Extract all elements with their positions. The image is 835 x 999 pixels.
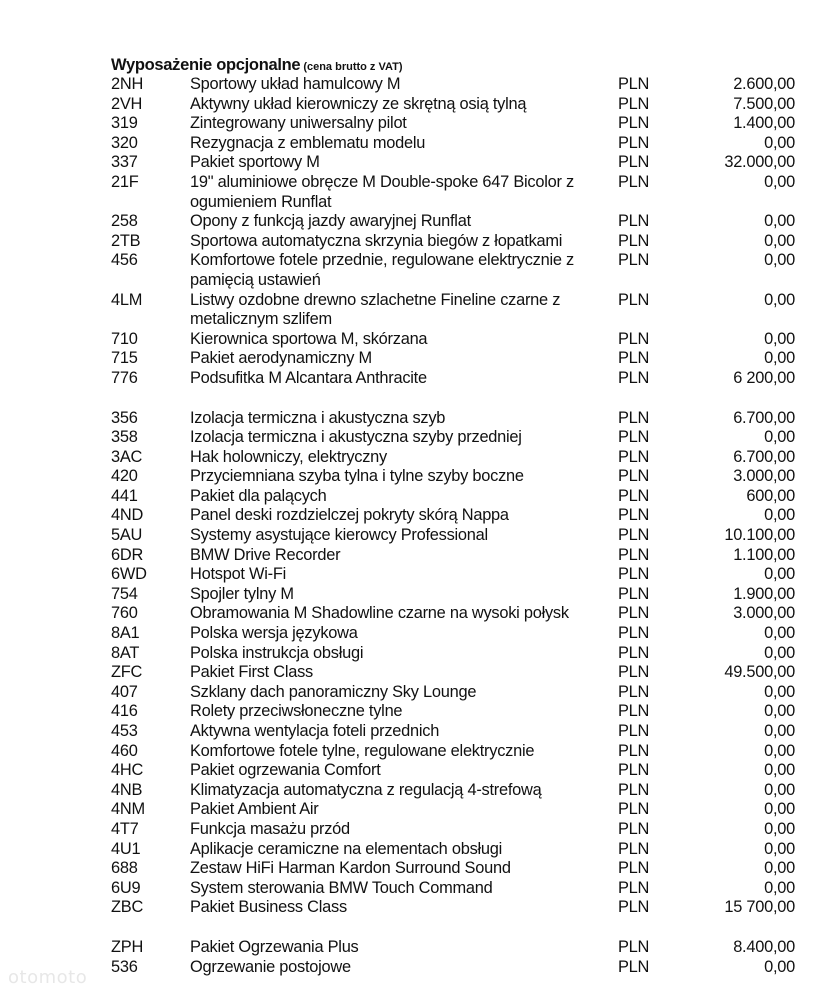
option-code: 4HC [111, 761, 144, 780]
option-currency: PLN [618, 819, 650, 838]
option-price: 0,00 [764, 859, 795, 878]
option-currency: PLN [618, 349, 650, 368]
option-currency: PLN [618, 506, 650, 525]
option-row [111, 95, 801, 115]
option-row [111, 409, 801, 429]
option-row [111, 958, 801, 978]
option-currency: PLN [618, 584, 650, 603]
option-description: Funkcja masażu przód [190, 819, 350, 838]
option-description: Komfortowe fotele przednie, regulowane elektrycznie z pamięcią ustawień [190, 251, 574, 289]
option-row [111, 212, 801, 232]
option-code: 6U9 [111, 878, 141, 897]
option-code: 4T7 [111, 819, 139, 838]
option-price: 0,00 [764, 741, 795, 760]
option-code: 407 [111, 682, 138, 701]
option-description: Hotspot Wi-Fi [190, 565, 287, 584]
option-price: 600,00 [746, 486, 795, 505]
option-price: 0,00 [764, 800, 795, 819]
option-row [111, 291, 801, 330]
option-price: 0,00 [764, 780, 795, 799]
option-description: Pakiet Ambient Air [190, 800, 319, 819]
option-code: 8A1 [111, 624, 140, 643]
section-subtitle: (cena brutto z VAT) [303, 61, 403, 73]
option-price: 0,00 [764, 682, 795, 701]
option-row [111, 428, 801, 448]
option-row [111, 879, 801, 899]
option-code: 6WD [111, 565, 147, 584]
option-description: Izolacja termiczna i akustyczna szyby przedniej [190, 428, 522, 447]
option-description: Sportowy układ hamulcowy M [190, 75, 401, 93]
option-code: 456 [111, 251, 138, 270]
option-price: 0,00 [764, 643, 795, 662]
option-price: 0,00 [764, 565, 795, 584]
option-price: 0,00 [764, 251, 795, 270]
option-row [111, 349, 801, 369]
option-price: 0,00 [764, 172, 795, 191]
option-code: 4U1 [111, 839, 141, 858]
option-description: Panel deski rozdzielczej pokryty skórą Nappa [190, 506, 509, 525]
option-description: Kierownica sportowa M, skórzana [190, 329, 428, 348]
option-currency: PLN [618, 957, 650, 976]
option-currency: PLN [618, 114, 650, 133]
option-row [111, 840, 801, 860]
option-currency: PLN [618, 702, 650, 721]
option-description: Przyciemniana szyba tylna i tylne szyby boczne [190, 467, 524, 486]
options-list [111, 75, 801, 977]
option-row [111, 604, 801, 624]
option-description: Sportowa automatyczna skrzynia biegów z łopatkami [190, 231, 563, 250]
option-description: 19" aluminiowe obręcze M Double-spoke 647 Bicolor z ogumieniem Runflat [190, 172, 574, 211]
option-description: Zestaw HiFi Harman Kardon Surround Sound [190, 859, 511, 878]
option-currency: PLN [618, 75, 650, 93]
options-document [111, 55, 801, 977]
option-description: Systemy asystujące kierowcy Professional [190, 526, 488, 545]
option-row [111, 859, 801, 879]
option-row [111, 742, 801, 762]
option-row [111, 134, 801, 154]
option-currency: PLN [618, 94, 650, 113]
option-description: Pakiet Business Class [190, 898, 347, 917]
option-description: Podsufitka M Alcantara Anthracite [190, 368, 427, 387]
option-description: Polska wersja językowa [190, 624, 358, 643]
section-title: Wyposażenie opcjonalne [111, 56, 301, 74]
option-row [111, 526, 801, 546]
option-price: 7.500,00 [733, 94, 795, 113]
option-code: 356 [111, 408, 138, 427]
option-description: Klimatyzacja automatyczna z regulacją 4-strefową [190, 780, 542, 799]
option-description: Opony z funkcją jazdy awaryjnej Runflat [190, 212, 471, 231]
option-row [111, 938, 801, 958]
option-price: 0,00 [764, 702, 795, 721]
option-price: 0,00 [764, 819, 795, 838]
option-currency: PLN [618, 839, 650, 858]
option-code: 441 [111, 486, 138, 505]
option-row [111, 702, 801, 722]
option-code: 4NM [111, 800, 145, 819]
option-description: Pakiet aerodynamiczny M [190, 349, 372, 368]
option-currency: PLN [618, 172, 650, 191]
option-code: 715 [111, 349, 138, 368]
option-price: 0,00 [764, 329, 795, 348]
option-currency: PLN [618, 251, 650, 270]
option-currency: PLN [618, 212, 650, 231]
option-currency: PLN [618, 428, 650, 447]
section-header [111, 55, 801, 75]
option-row [111, 487, 801, 507]
option-row [111, 585, 801, 605]
option-currency: PLN [618, 526, 650, 545]
option-description: Rolety przeciwsłoneczne tylne [190, 702, 403, 721]
option-price: 1.400,00 [733, 114, 795, 133]
option-description: Szklany dach panoramiczny Sky Lounge [190, 682, 477, 701]
option-code: 460 [111, 741, 138, 760]
option-code: 776 [111, 368, 138, 387]
option-code: ZFC [111, 663, 143, 682]
option-currency: PLN [618, 800, 650, 819]
option-code: 337 [111, 153, 138, 172]
option-currency: PLN [618, 408, 650, 427]
option-code: 258 [111, 212, 138, 231]
option-row [111, 800, 801, 820]
option-price: 3.000,00 [733, 604, 795, 623]
option-code: 4LM [111, 290, 143, 309]
option-currency: PLN [618, 486, 650, 505]
option-code: 2VH [111, 94, 143, 113]
option-price: 0,00 [764, 722, 795, 740]
option-description: Pakiet dla palących [190, 486, 327, 505]
option-description: Rezygnacja z emblematu modelu [190, 133, 426, 152]
option-currency: PLN [618, 663, 650, 682]
option-currency: PLN [618, 329, 650, 348]
option-currency: PLN [618, 780, 650, 799]
option-price: 0,00 [764, 878, 795, 897]
option-description: Hak holowniczy, elektryczny [190, 447, 387, 466]
option-currency: PLN [618, 624, 650, 643]
option-currency: PLN [618, 898, 650, 917]
option-price: 0,00 [764, 212, 795, 231]
option-row [111, 369, 801, 389]
option-price: 0,00 [764, 231, 795, 250]
option-description: Obramowania M Shadowline czarne na wysoki połysk [190, 604, 569, 623]
option-currency: PLN [618, 604, 650, 623]
option-description: Komfortowe fotele tylne, regulowane elektrycznie [190, 741, 535, 760]
watermark-text: otomoto [8, 967, 88, 988]
option-currency: PLN [618, 761, 650, 780]
option-code: 4NB [111, 780, 143, 799]
option-price: 49.500,00 [724, 663, 795, 682]
option-row [111, 251, 801, 290]
option-description: Pakiet sportowy M [190, 153, 320, 172]
option-code: 21F [111, 172, 139, 191]
option-description: Aplikacje ceramiczne na elementach obsługi [190, 839, 503, 858]
option-description: BMW Drive Recorder [190, 545, 341, 564]
option-row [111, 820, 801, 840]
option-description: Polska instrukcja obsługi [190, 643, 364, 662]
option-row [111, 781, 801, 801]
option-row [111, 624, 801, 644]
option-row [111, 114, 801, 134]
option-code: 320 [111, 133, 138, 152]
option-row [111, 761, 801, 781]
option-code: 3AC [111, 447, 143, 466]
option-currency: PLN [618, 290, 650, 309]
option-currency: PLN [618, 565, 650, 584]
option-price: 15 700,00 [724, 898, 795, 917]
option-row [111, 330, 801, 350]
option-row [111, 663, 801, 683]
option-row [111, 173, 801, 212]
option-price: 0,00 [764, 290, 795, 309]
option-description: Spojler tylny M [190, 584, 294, 603]
option-price: 1.900,00 [733, 584, 795, 603]
option-price: 0,00 [764, 349, 795, 368]
option-description: Listwy ozdobne drewno szlachetne Fineline czarne z metalicznym szlifem [190, 290, 561, 329]
option-price: 6.700,00 [733, 447, 795, 466]
option-currency: PLN [618, 937, 650, 956]
option-description: Pakiet ogrzewania Comfort [190, 761, 381, 780]
option-row [111, 546, 801, 566]
option-row [111, 644, 801, 664]
option-code: 760 [111, 604, 138, 623]
option-price: 0,00 [764, 957, 795, 976]
option-description: System sterowania BMW Touch Command [190, 878, 493, 897]
option-description: Pakiet First Class [190, 663, 314, 682]
option-code: 688 [111, 859, 138, 878]
option-code: 2TB [111, 231, 141, 250]
option-description: Zintegrowany uniwersalny pilot [190, 114, 407, 133]
option-currency: PLN [618, 682, 650, 701]
option-currency: PLN [618, 859, 650, 878]
option-price: 0,00 [764, 624, 795, 643]
option-code: 319 [111, 114, 138, 133]
option-currency: PLN [618, 545, 650, 564]
option-row [111, 898, 801, 918]
option-code: 8AT [111, 643, 140, 662]
option-price: 0,00 [764, 133, 795, 152]
option-row [111, 153, 801, 173]
option-description: Aktywna wentylacja foteli przednich [190, 722, 440, 740]
option-code: 420 [111, 467, 138, 486]
option-code: 6DR [111, 545, 144, 564]
option-price: 32.000,00 [724, 153, 795, 172]
option-row [111, 565, 801, 585]
option-currency: PLN [618, 231, 650, 250]
option-row [111, 722, 801, 742]
option-row [111, 506, 801, 526]
option-code: 416 [111, 702, 138, 721]
option-price: 1.100,00 [733, 545, 795, 564]
option-price: 3.000,00 [733, 467, 795, 486]
option-price: 0,00 [764, 428, 795, 447]
option-code: 453 [111, 722, 138, 740]
option-description: Ogrzewanie postojowe [190, 957, 351, 976]
option-code: ZPH [111, 937, 144, 956]
option-price: 0,00 [764, 506, 795, 525]
option-currency: PLN [618, 368, 650, 387]
option-code: 536 [111, 957, 138, 976]
option-code: ZBC [111, 898, 144, 917]
option-row [111, 683, 801, 703]
option-currency: PLN [618, 878, 650, 897]
option-currency: PLN [618, 447, 650, 466]
option-code: 2NH [111, 75, 144, 93]
option-price: 6.700,00 [733, 408, 795, 427]
option-code: 4ND [111, 506, 144, 525]
option-row [111, 75, 801, 95]
option-currency: PLN [618, 643, 650, 662]
option-code: 754 [111, 584, 138, 603]
option-row [111, 467, 801, 487]
option-description: Izolacja termiczna i akustyczna szyb [190, 408, 446, 427]
option-price: 10.100,00 [724, 526, 795, 545]
option-currency: PLN [618, 133, 650, 152]
option-row [111, 232, 801, 252]
option-currency: PLN [618, 722, 650, 740]
option-currency: PLN [618, 741, 650, 760]
option-row [111, 448, 801, 468]
option-description: Aktywny układ kierowniczy ze skrętną osią tylną [190, 94, 527, 113]
option-currency: PLN [618, 467, 650, 486]
option-code: 358 [111, 428, 138, 447]
option-price: 0,00 [764, 839, 795, 858]
option-code: 710 [111, 329, 138, 348]
option-price: 0,00 [764, 761, 795, 780]
option-currency: PLN [618, 153, 650, 172]
option-price: 8.400,00 [733, 937, 795, 956]
option-code: 5AU [111, 526, 143, 545]
option-description: Pakiet Ogrzewania Plus [190, 937, 359, 956]
option-price: 6 200,00 [733, 368, 795, 387]
option-price: 2.600,00 [733, 75, 795, 93]
